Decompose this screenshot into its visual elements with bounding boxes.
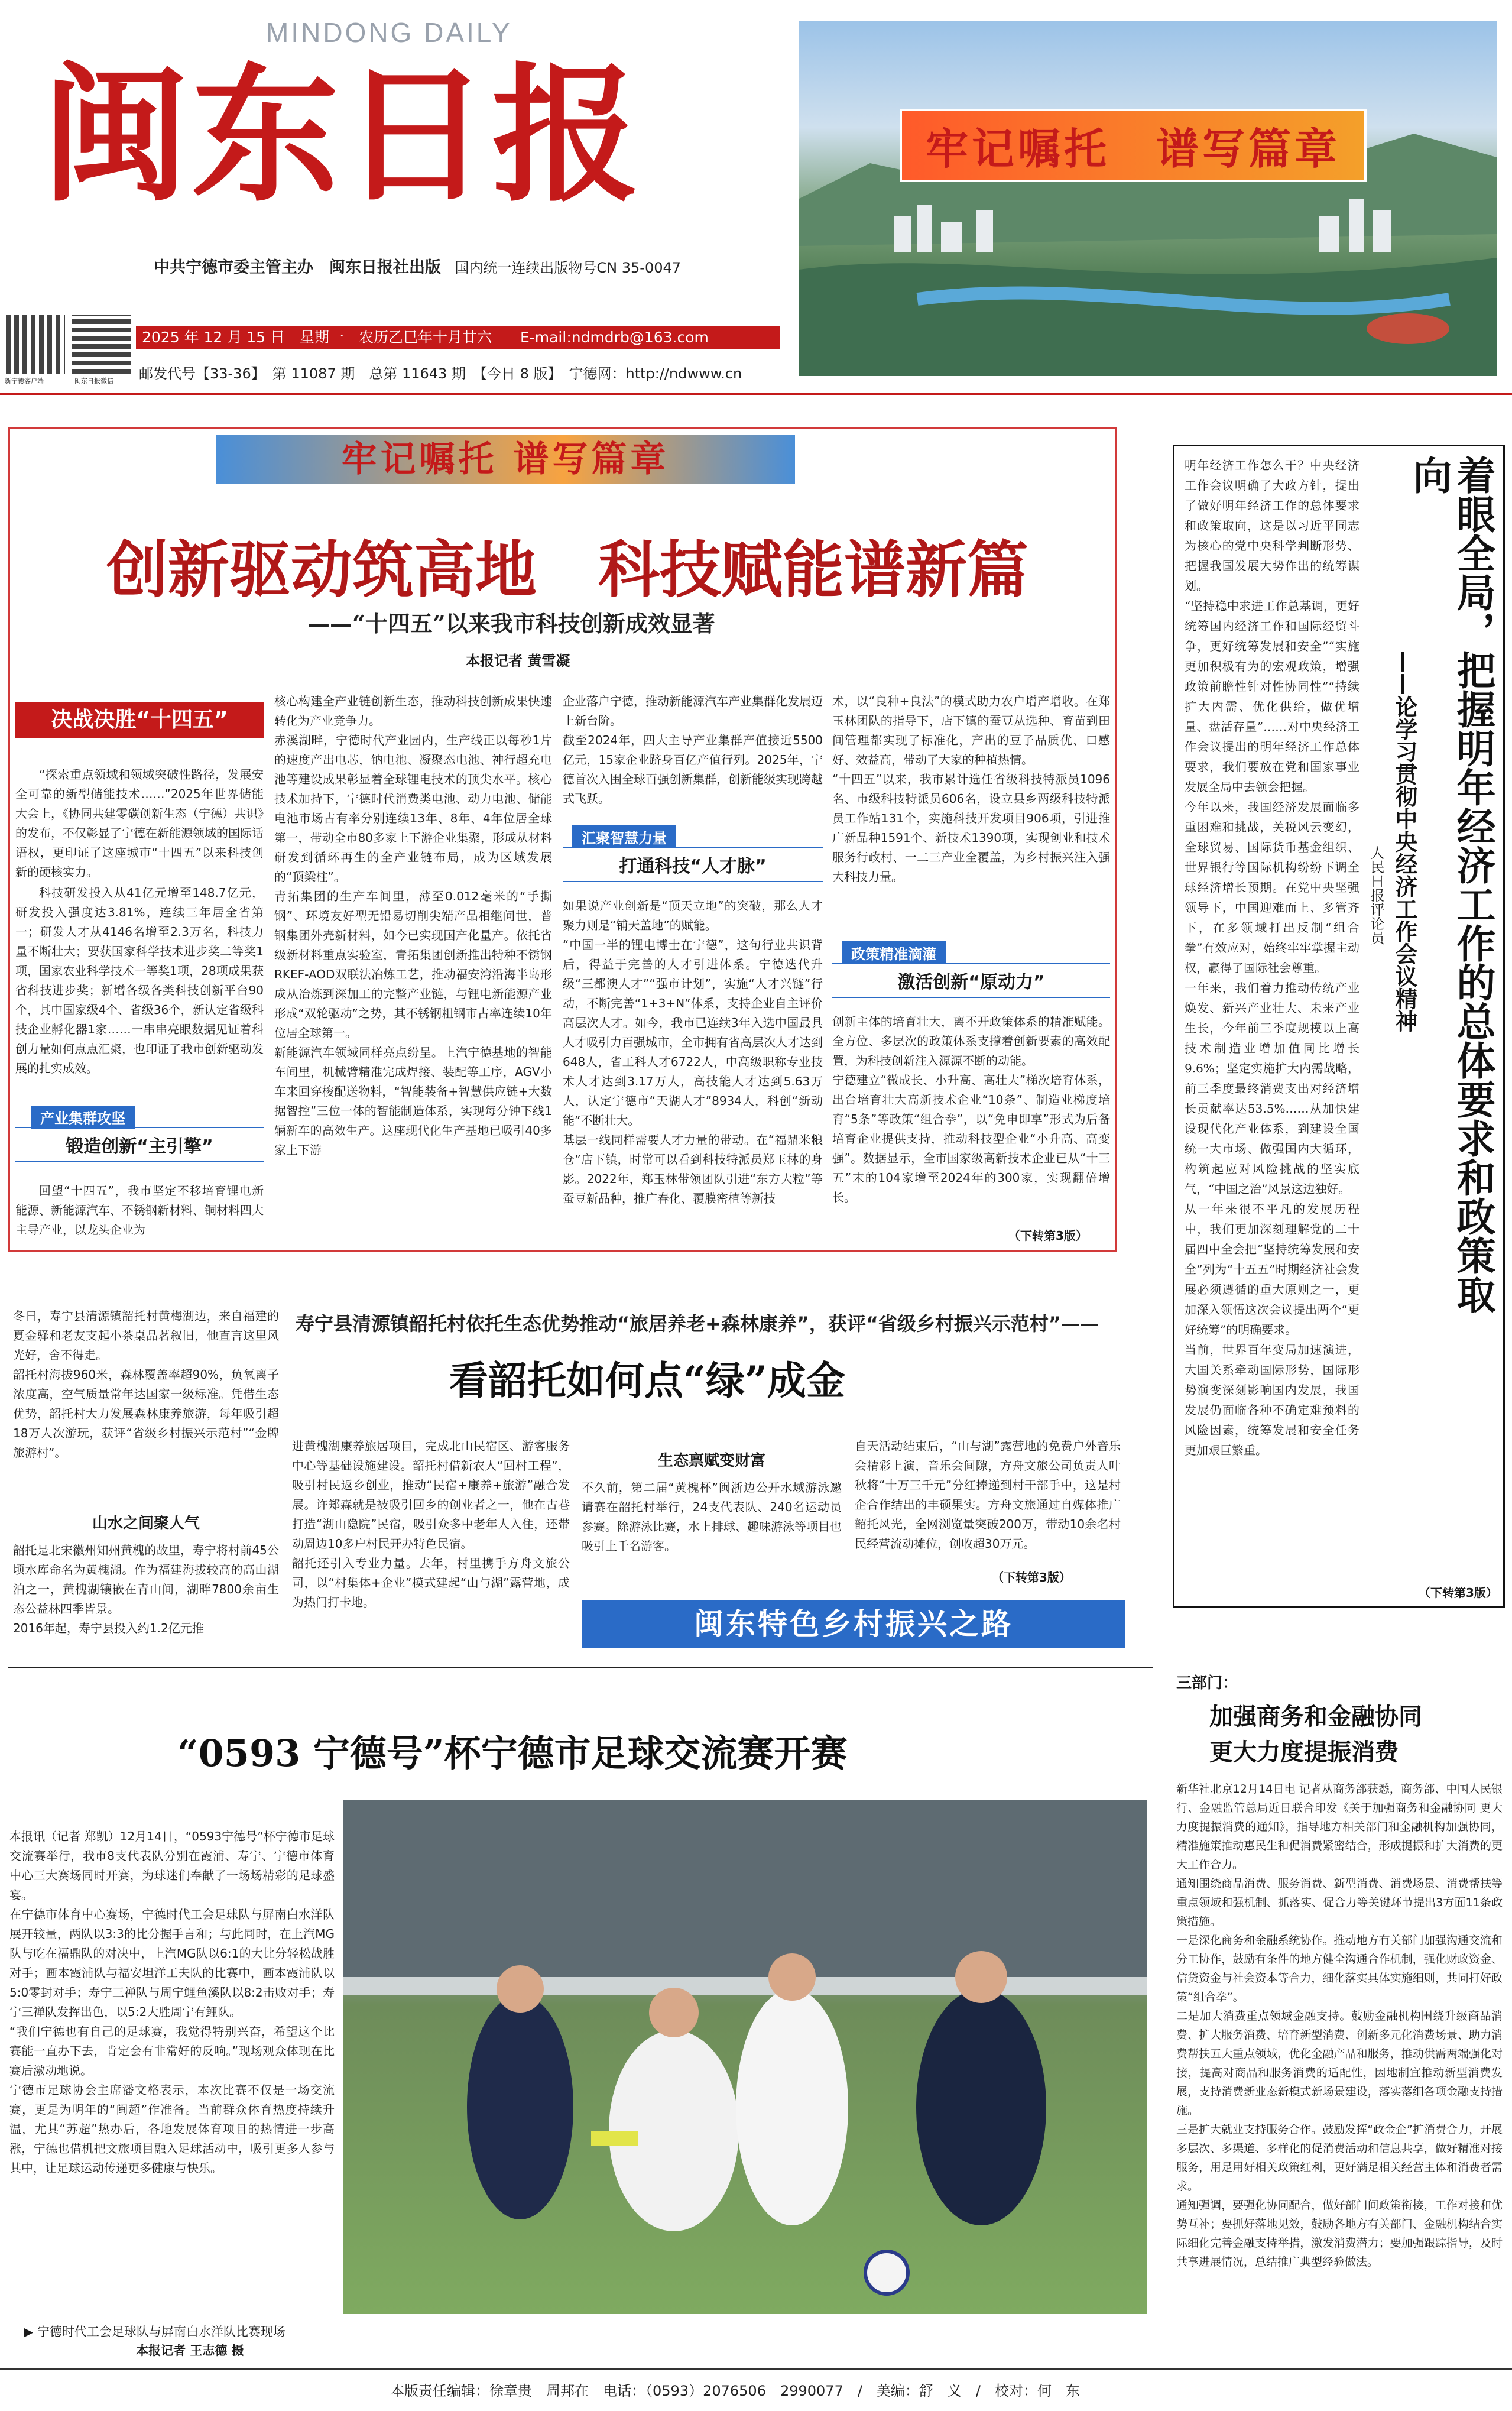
masthead-title: 闽东日报: [41, 48, 642, 222]
footer-divider: [0, 2368, 1512, 2370]
footer-credits: 本版责任编辑：徐章贵 周邦在 电话：（0593）2076506 2990077 / 美编：舒 义 / 校对：何 东: [390, 2383, 1081, 2399]
lead-col3b: 如果说产业创新是“顶天立地”的突破，那么人才聚力则是“铺天盖地”的赋能。 “中国一半的锂电博士在宁德”，这句行业共识背后，得益于完善的人才引进体系。宁德迭代升级“三都澳人才”“强市计划”，实施“人才兴链”行动，不断完善“1+3+N”体系，支持企业自主评价高层次人才。如今，我市已连续3年入选中国最具人才吸引力百强城市，全市拥有省高层次人才达到648人，省工科人才6722人，中高级职称专业技术人才达到3.17万人，高技能人才达到5.63万人，认定宁德市“天湖人才”8934人，科创“新动能”不断壮大。 基层一线同样需要人才力量的带动。在“福鼎米粮仓”店下镇，时常可以看到科技特派员郑玉林的身影。2022年，郑玉林带领团队引进“东方大粒”等蚕豆新品种，推广春化、覆膜密植等新技: [563, 899, 823, 1206]
lead-col3a: 企业落户宁德，推动新能源汽车产业集群化发展迈上新台阶。 截至2024年，四大主导产业集群产值接近5500亿元，15家企业跻身百亿产值行列。2025年，宁德首次入围全球百强创新集群，创新能级实现跨越式飞跃。: [563, 694, 823, 806]
football-photo: [343, 1800, 1147, 2314]
commerce-headline-1: 加强商务和金融协同: [1209, 1703, 1422, 1731]
qr1-caption: 新宁德客户端: [5, 377, 44, 385]
rural-headline: 看韶托如何点“绿”成金: [449, 1357, 845, 1404]
rural-kicker: 寿宁县清源镇韶托村依托生态优势推动“旅居养老+森林康养”，获评“省级乡村振兴示范村”——: [296, 1313, 1099, 1335]
lead-sub3-title: 激活创新“原动力”: [832, 963, 1110, 998]
lead-col1: “探索重点领域和领域突破性路径，发展安全可靠的新型储能技术……”2025年世界储能大会上，《协同共建零碳创新生态（宁德）共识》的发布，不仅彰显了宁德在新能源领域的国际话语权，更印证了这座城市“十四五”以来科技创新的硬核实力。 科技研发投入从41亿元增至148.7亿元，研发投入强度达3.81%，连续三年居全省第一；研发人才从4146名增至2.3万名，科技力量不断壮大；要获国家科学技术进步奖二等奖1项，国家农业科学技术一等奖1项，28项成果获省科技进步奖；新增各级各类科技创新平台90个，其中国家级4个、省级36个，新认定省级科技企业孵化器1家……一串串亮眼数据见证着科创力量如何点点汇聚，也印证了我市创新驱动发展的扎实成效。: [15, 767, 264, 1075]
qr2-caption: 闽东日报微信: [74, 377, 113, 385]
rural-col2: 进黄槐湖康养旅居项目，完成北山民宿区、游客服务中心等基础设施建设。韶托村借新农人“回村工程”，吸引村民返乡创业，推动“民宿+康养+旅游”融合发展。许郑森就是被吸引回乡的创业者之一，他在古巷打造“湖山隐院”民宿，吸引众多中老年人入住，还带动周边10多户村民开办特色民宿。 韶托还引入专业力量。去年，村里携手方舟文旅公司，以“村集体+企业”模式建起“山与湖”露营地，成为热门打卡地。: [292, 1439, 570, 1609]
lead-tag: 决战决胜“十四五”: [15, 702, 264, 738]
commerce-dept: 三部门：: [1176, 1674, 1238, 1692]
rural-intro: 冬日，寿宁县清源镇韶托村黄梅湖边，来自福建的夏金驿和老友支起小茶桌品茗叙旧，他直言这里风光好，舍不得走。 韶托村海拔960米，森林覆盖率超90%，负氧离子浓度高，空气质量常年达国家一级标准。凭借生态优势，韶托村大力发展森林康养旅游，每年吸引超18万人次游玩，获评“省级乡村振兴示范村”“金牌旅游村”。: [13, 1309, 279, 1460]
lead-col2: 核心构建全产业链创新生态，推动科技创新成果快速转化为产业竞争力。 赤溪湖畔，宁德时代产业园内，生产线正以每秒1片的速度产出电芯，钠电池、凝聚态电池、神行超充电池等建设成果彰显着全球锂电技术的顶尖水平。核心技术加持下，宁德时代消费类电池、动力电池、储能电池市场占有率分别连续13年、8年、4年位居全球第一，带动全市80多家上下游企业集聚，形成从材料研发到循环再生的全产业链布局，成为区域发展的“顶梁柱”。 青拓集团的生产车间里，薄至0.012毫米的“手撕钢”、环境友好型无铅易切削尖端产品相继问世，普钢集团外壳新材料，如今已实现国产化量产。依托省级新材料重点实验室，青拓集团创新推出特种不锈钢RKEF-AOD双联法冶炼工艺，推动福安湾沿海半岛形成从冶炼到深加工的完整产业链，与锂电新能源产业形成“双轮驱动”之势，其不锈钢粗钢市占率连续10年位居全球第一。 新能源汽车领域同样亮点纷呈。上汽宁德基地的智能车间里，机械臂精准完成焊接、装配等工序，AGV小车来回穿梭配送物料，“智能装备+智慧供应链+大数据智控”三位一体的智能制造体系，实现每分钟下线1辆新车的高效生产。这座现代化生产基地已吸引40多家上下游: [274, 694, 552, 1157]
lead-sub2-label: 汇聚智慧力量: [572, 825, 676, 848]
lead-sub2-title: 打通科技“人才脉”: [563, 847, 823, 882]
commentary-body: 明年经济工作怎么干？中央经济工作会议明确了大政方针，提出了做好明年经济工作的总体要求和政策取向，这是以习近平同志为核心的党中央科学判断形势、把握我国发展大势作出的统筹谋划。 “坚持稳中求进工作总基调，更好统筹国内经济工作和国际经贸斗争，更好统筹发展和安全”“实施更加积极有为的宏观政策，增强政策前瞻性针对性协同性”“持续扩大内需、优化供给，做优增量、盘活存量”……对中央经济工作会议提出的明年经济工作总体要求，我们要放在党和国家事业发展全局中去领会把握。 今年以来，我国经济发展面临多重困难和挑战，关税风云变幻，全球贸易、国际货币基金组织、世界银行等国际机构纷纷下调全球经济增长预期。在党中央坚强领导下，中国迎难而上、多管齐下，在多领域打出反制“组合拳”有效应对，始终牢牢掌握主动权，赢得了国际社会尊重。 一年来，我们着力推动传统产业焕发、新兴产业壮大、未来产业生长，今年前三季度规模以上高技术制造业增加值同比增长9.6%；坚定实施扩大内需战略，前三季度最终消费支出对经济增长贡献率达53.5%……从加快建设现代化产业体系，到建设全国统一大市场、做强国内大循环，构筑起应对风险挑战的坚实底气，“中国之治”风景这边独好。 从一年来很不平凡的发展历程中，我们更加深刻理解党的二十届四中全会把“坚持统筹发展和安全”列为“十五五”时期经济社会发展必须遵循的重大原则之一，更加深入领悟这次会议提出两个“更好统筹”的明确要求。 当前，世界百年变局加速演进，大国关系牵动国际形势，国际形势演变深刻影响国内发展，我国发展仍面临各种不确定难预料的风险因素，统筹发展和安全任务更加艰巨繁重。: [1185, 458, 1359, 1457]
commerce-body: 新华社北京12月14日电 记者从商务部获悉，商务部、中国人民银行、金融监管总局近日联合印发《关于加强商务和金融协同 更大力度提振消费的通知》，指导地方相关部门和金融机构加强协同，精准施策推动惠民生和促消费紧密结合，形成提振和扩大消费的更大工作合力。 通知围绕商品消费、服务消费、新型消费、消费场景、消费帮扶等重点领域和强机制、抓落实、促合力等关键环节提出3方面11条政策措施。 一是深化商务和金融系统协作。推动地方有关部门加强沟通交流和分工协作，鼓励有条件的地方健全沟通合作机制，强化财政资金、信贷资金与社会资本等合力，细化落实具体实施细则，共同打好政策“组合拳”。 二是加大消费重点领域金融支持。鼓励金融机构围绕升级商品消费、扩大服务消费、培育新型消费、创新多元化消费场景、助力消费帮扶五大重点领域，优化金融产品和服务，推动供需两端强化对接，提高对商品和服务消费的适配性，因地制宜推动新型消费发展，支持消费新业态新模式新场景建设，落实落细各项金融支持措施。 三是扩大就业支持服务合作。鼓励发挥“政金企”扩消费合力，开展多层次、多渠道、多样化的促消费活动和信息共享，做好精准对接服务，用足用好相关政策红利，更好满足相关经营主体和消费者需求。 通知强调，要强化协同配合，做好部门间政策衔接，工作对接和优势互补；要抓好落地见效，鼓励各地方有关部门、金融机构结合实际细化完善金融支持举措，激发消费潜力；要加强跟踪指导，及时共享进展情况，总结推广典型经验做法。: [1176, 1783, 1503, 2269]
football-body: 本报讯（记者 郑凯）12月14日，“0593宁德号”杯宁德市足球交流赛举行，我市8支代表队分别在霞浦、寿宁、宁德市体育中心三大赛场同时开赛，为球迷们奉献了一场场精彩的足球盛宴。 在宁德市体育中心赛场，宁德时代工会足球队与屏南白水洋队展开较量，两队以3:3的比分握手言和；与此同时，在上汽MG队与吃在福鼎队的对决中，上汽MG队以6:1的大比分轻松战胜对手；画本霞浦队与福安坦洋工夫队的比赛中，画本霞浦队以5:0零封对手；寿宁三禅队与周宁鲤鱼溪队以8:2击败对手；寿宁三禅队发挥出色，以5:2大胜周宁有鲤队。 “我们宁德也有自己的足球赛，我觉得特别兴奋，希望这个比赛能一直办下去，肯定会有非常好的反响。”现场观众体现在比赛后激动地说。 宁德市足球协会主席潘文格表示，本次比赛不仅是一场交流赛，更是为明年的“闽超”作准备。当前群众体育热度持续升温，尤其“苏超”热办后，各地发展体育项目的热情进一步高涨，宁德也借机把文旅项目融入足球活动中，吸引更多人参与其中，让足球运动传递更多健康与快乐。: [9, 1829, 335, 2175]
banner-slogan: 牢记嘱托 谱写篇章: [900, 109, 1367, 182]
football-photo-credit: 本报记者 王志德 摄: [136, 2344, 244, 2358]
commentary-continue[interactable]: （下转第3版）: [1419, 1586, 1498, 1600]
lead-sub1-label: 产业集群攻坚: [31, 1106, 135, 1129]
masthead-divider: [0, 393, 1512, 395]
lead-col1c: 回望“十四五”，我市坚定不移培育锂电新能源、新能源汽车、不锈钢新材料、铜材料四大主导产业，以龙头企业为: [15, 1184, 264, 1237]
date-bar: 2025 年 12 月 15 日 星期一 农历乙巳年十月廿六 E-mail:ndmdrb@163.com: [136, 326, 780, 349]
lead-headline: 创新驱动筑高地 科技赋能谱新篇: [106, 533, 1028, 606]
issue-info: 邮发代号【33-36】 第 11087 期 总第 11643 期 【今日 8 版】 宁德网：http://ndwww.cn: [139, 365, 742, 382]
publisher-line: 中共宁德市委主管主办 闽东日报社出版 国内统一连续出版物号CN 35-0047: [154, 258, 682, 277]
lead-sub3-label: 政策精准滴灌: [842, 941, 946, 964]
football-scene: [343, 1800, 1147, 2314]
lead-col4b: 创新主体的培育壮大，离不开政策体系的精准赋能。全方位、多层次的政策体系支撑着创新要素的高效配置，为科技创新注入源源不断的动能。 宁德建立“微成长、小升高、高壮大”梯次培育体系，出台培育壮大高新技术企业“10条”、制造业梯度培育“5条”等政策“组合拳”，以“免申即享”形式为后备培育企业提供支持，推动科技型企业“小升高、高变强”。数据显示，全市国家级高新技术企业已从“十三五”末的104家增至2024年的300家，实现翻倍增长。: [832, 1015, 1110, 1204]
qr-code-1[interactable]: [6, 315, 65, 374]
commentary-subtitle: ——论学习贯彻中央经济工作会议精神: [1391, 650, 1417, 1032]
rural-col1b: 韶托是北宋徽州知州黄槐的故里，寿宁将村前45公顷水库命名为黄槐湖。作为福建海拔较高的高山湖泊之一，黄槐湖镶嵌在青山间，湖畔7800余亩生态公益林四季皆景。 2016年起，寿宁县投入约1.2亿元推: [13, 1543, 279, 1635]
rural-col3: 不久前，第二届“黄槐杯”闽浙边公开水域游泳邀请赛在韶托村举行，24支代表队、240名运动员参赛。除游泳比赛，水上排球、趣味游泳等项目也吸引上千名游客。: [582, 1480, 842, 1553]
masthead-banner-photo: [799, 21, 1497, 376]
rural-col4: 自天活动结束后，“山与湖”露营地的免费户外音乐会精彩上演，音乐会间隙，方舟文旅公司负责人叶秋将“十万三千元”分红捧递到村干部手中，这是村企合作结出的丰硕果实。方舟文旅通过自媒体推广韶托风光，全网浏览量突破200万，带动10余名村民经营流动摊位，创收超30万元。: [855, 1439, 1121, 1551]
masthead-english: MINDONG DAILY: [266, 17, 512, 48]
rural-band: 闽东特色乡村振兴之路: [582, 1600, 1125, 1648]
lead-sub1-title: 锻造创新“主引擎”: [15, 1127, 264, 1162]
commerce-headline-2: 更大力度提振消费: [1209, 1739, 1399, 1766]
lead-col4a: 术，以“良种+良法”的模式助力农户增产增收。在郑玉林团队的指导下，店下镇的蚕豆从选种、育苗到田间管理都实现了标准化，产出的豆子品质优、口感好、效益高，带动了大家的种植热情。 “十四五”以来，我市累计选任省级科技特派员1096名、市级科技特派员606名，设立县乡两级科技特派员工作站131个，实施科技开发项目906项，引进推广新品种1591个、新技术1390项，实现创业和技术服务行政村、一二三产业全覆盖，为乡村振兴注入强大科技力量。: [832, 694, 1110, 884]
section-divider: [8, 1667, 1153, 1668]
football-headline: “0593 宁德号”杯宁德市足球交流赛开赛: [177, 1732, 848, 1775]
banner-landscape: [799, 21, 1497, 376]
lead-band: 牢记嘱托 谱写篇章: [216, 435, 795, 484]
commentary-author: 人民日报评论员: [1368, 845, 1384, 945]
rural-sub1: 山水之间聚人气: [92, 1515, 200, 1532]
lead-continue[interactable]: （下转第3版）: [1008, 1229, 1088, 1243]
football-caption: ▶ 宁德时代工会足球队与屏南白水洋队比赛现场: [24, 2325, 285, 2339]
rural-sub2: 生态禀赋变财富: [657, 1452, 765, 1470]
masthead: [0, 0, 1512, 387]
qr-code-2[interactable]: [72, 315, 131, 374]
rural-continue[interactable]: （下转第3版）: [992, 1570, 1071, 1584]
lead-byline: 本报记者 黄雪凝: [466, 653, 570, 669]
commentary-title: 着眼全局，把握明年经济工作的总体要求和政策取向: [1406, 455, 1495, 1314]
lead-subtitle: ——“十四五”以来我市科技创新成效显著: [307, 610, 715, 637]
